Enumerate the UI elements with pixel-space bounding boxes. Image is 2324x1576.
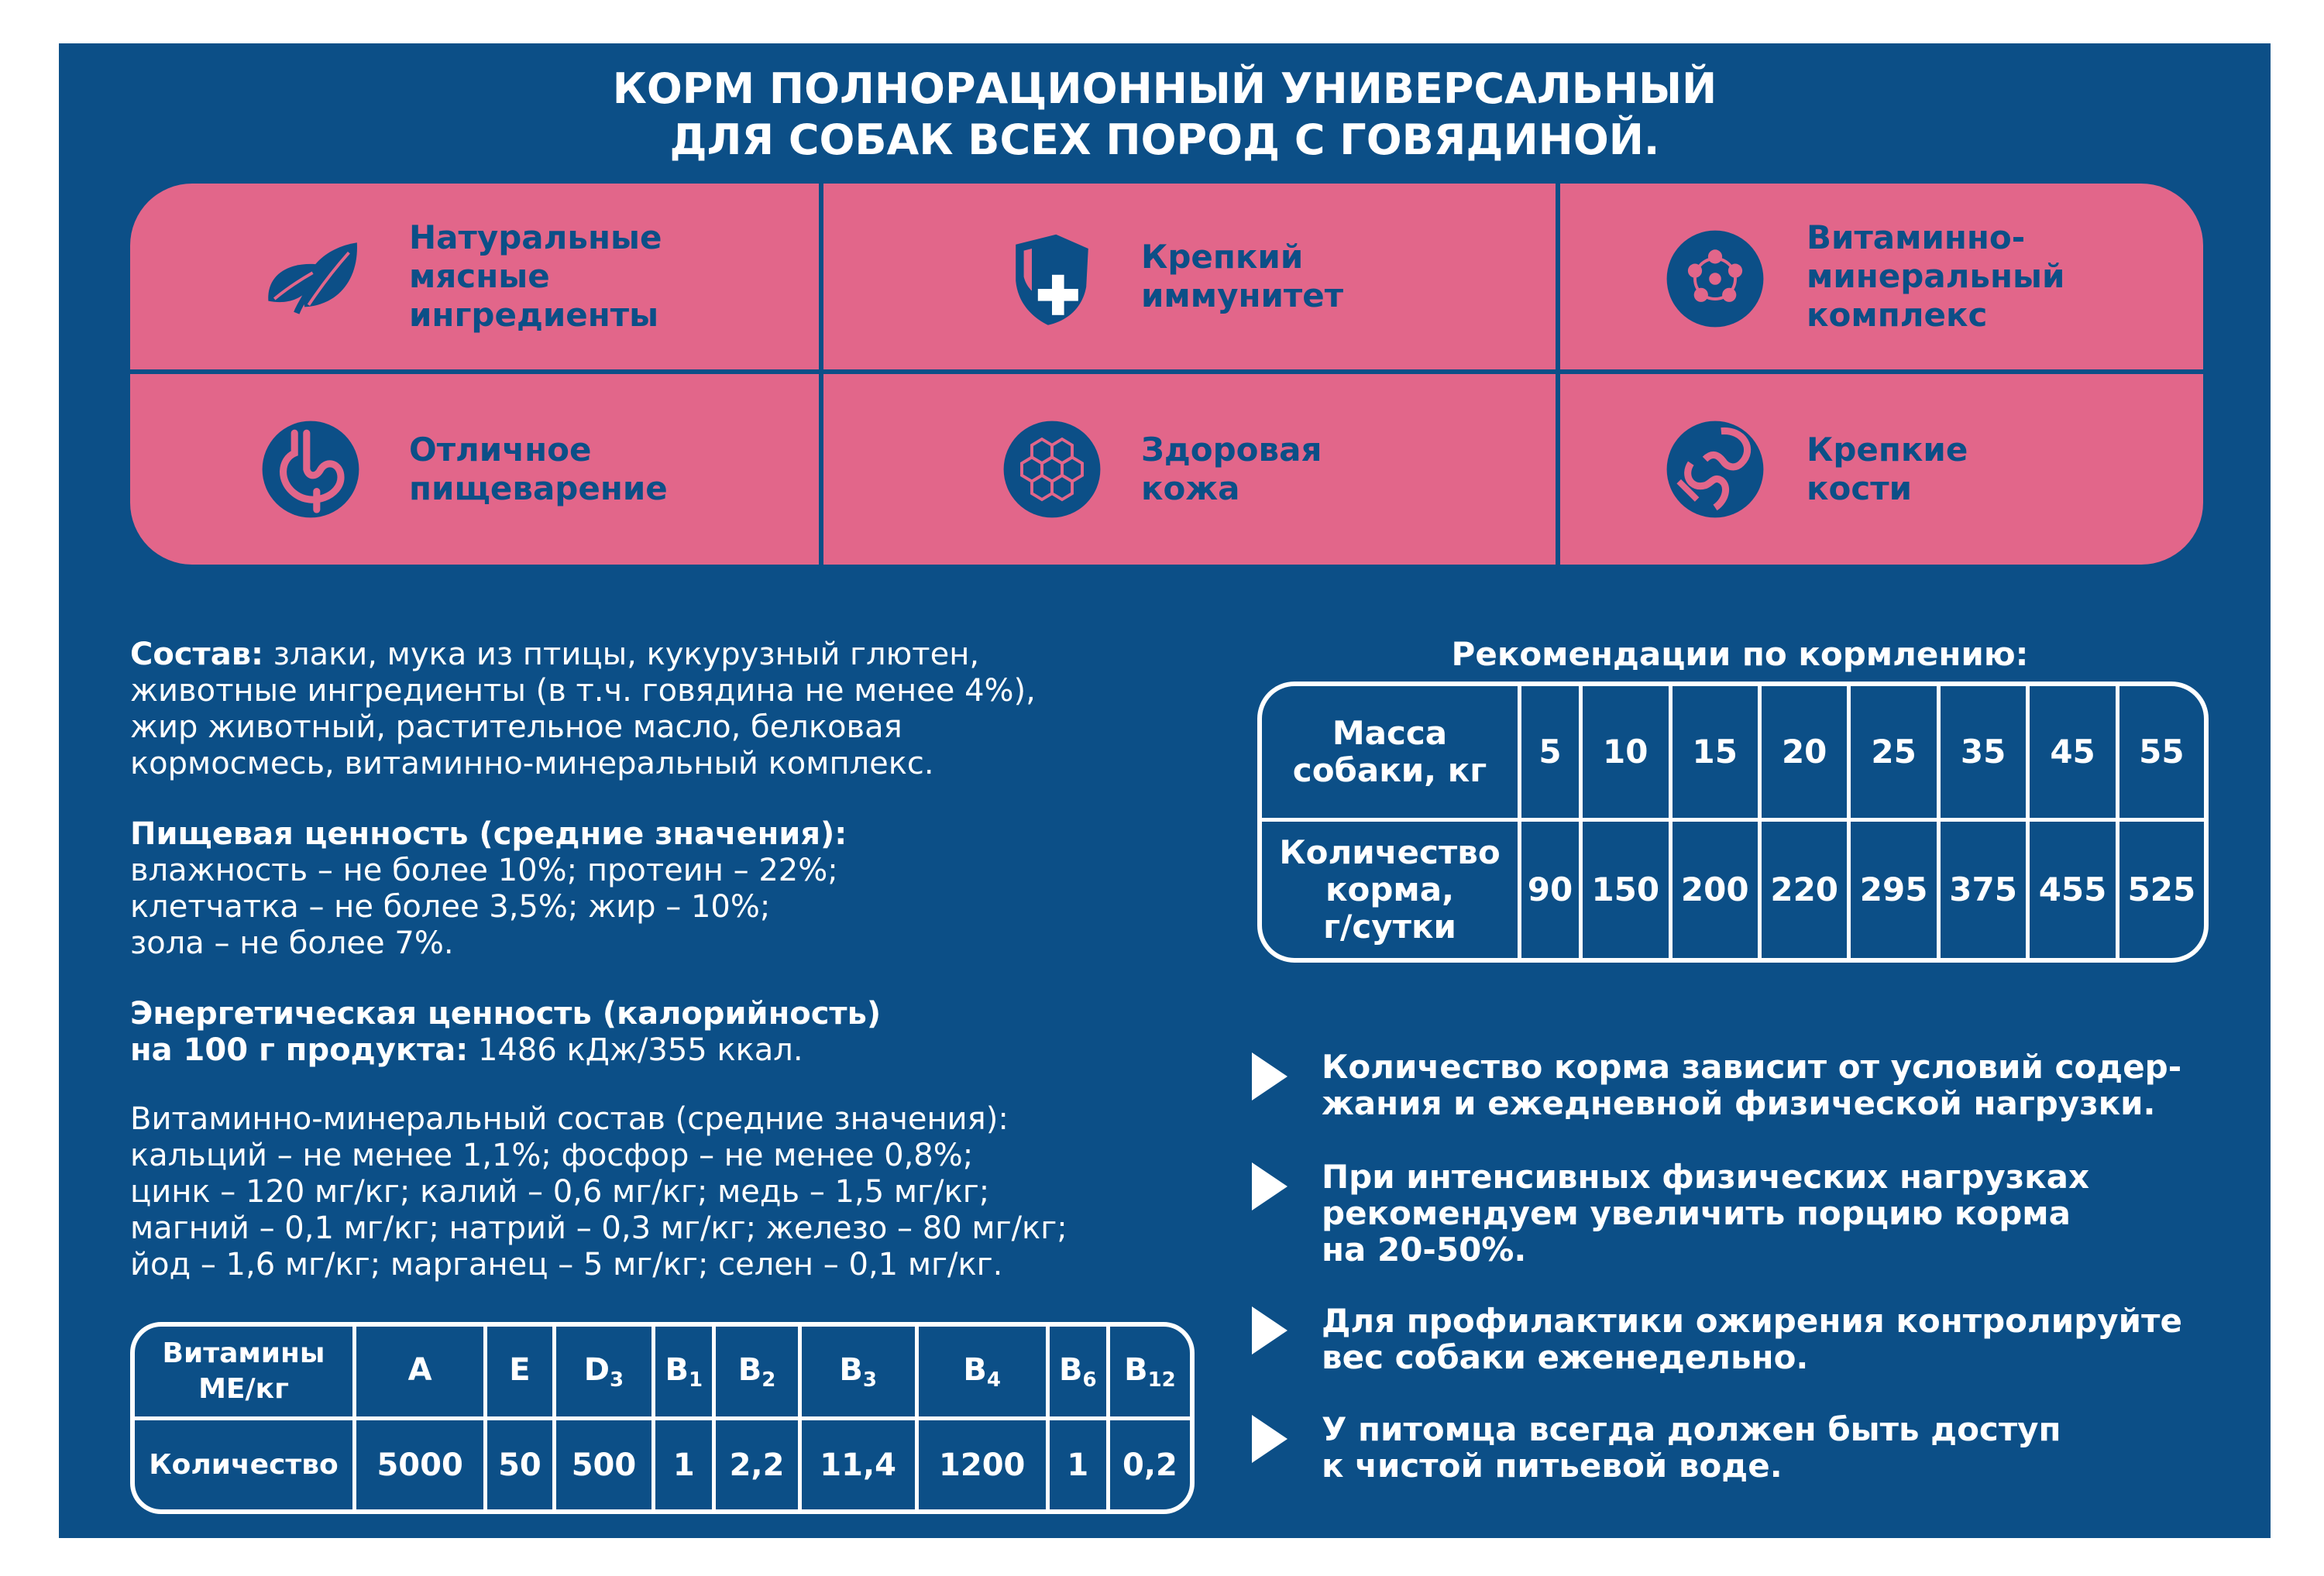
vitamin-name: $B_2$ bbox=[716, 1327, 801, 1420]
vitamin-name: $D_3$ bbox=[556, 1327, 656, 1420]
amount-cell: 455 bbox=[2030, 822, 2119, 958]
amount-cell: 200 bbox=[1673, 822, 1762, 958]
title-line-2: ДЛЯ СОБАК ВСЕХ ПОРОД С ГОВЯДИНОЙ. bbox=[669, 115, 1660, 164]
vitamin-value: 2,2 bbox=[716, 1420, 801, 1509]
stomach-icon bbox=[260, 419, 361, 520]
triangle-bullet-icon bbox=[1252, 1052, 1287, 1100]
amount-header: Количество корма, г/сутки bbox=[1262, 822, 1521, 958]
weight-cell: 15 bbox=[1673, 686, 1762, 822]
composition-text: жир животный, растительное масло, белковая bbox=[130, 709, 902, 745]
vitamin-names-row bbox=[135, 1327, 1190, 1420]
minerals-text: Витаминно-минеральный состав (средние значения): bbox=[130, 1101, 1009, 1137]
nutrition-text: клетчатка – не более 3,5%; жир – 10%; bbox=[130, 889, 771, 925]
minerals-text: кальций – не менее 1,1%; фосфор – не менее 0,8%; bbox=[130, 1138, 974, 1173]
benefit-natural-ingredients bbox=[130, 184, 823, 374]
benefit-label: Отличное пищеварение bbox=[409, 431, 668, 507]
weight-row bbox=[1262, 686, 2204, 822]
product-title bbox=[59, 64, 2271, 166]
vitamin-name: $B_1$ bbox=[655, 1327, 716, 1420]
nutrition-text: зола – не более 7%. bbox=[130, 925, 454, 961]
leaves-icon bbox=[260, 228, 361, 329]
nutrition-text: влажность – не более 10%; протеин – 22%; bbox=[130, 853, 838, 888]
shield-cross-icon bbox=[1002, 228, 1102, 329]
amount-cell: 150 bbox=[1583, 822, 1672, 958]
benefit-vitamin-complex bbox=[1560, 184, 2203, 374]
vitamin-name: A bbox=[356, 1327, 487, 1420]
vitamin-name: E bbox=[487, 1327, 555, 1420]
joint-icon bbox=[1665, 419, 1765, 520]
weight-cell: 25 bbox=[1851, 686, 1940, 822]
benefit-label: Крепкий иммунитет bbox=[1141, 238, 1344, 314]
composition-text: кормосмесь, витаминно-минеральный комплекс. bbox=[130, 746, 934, 781]
note-item: У питомца всегда должен быть доступ к чистой питьевой воде. bbox=[1322, 1411, 2061, 1484]
amount-row bbox=[1262, 822, 2204, 958]
note-item: При интенсивных физических нагрузках рекомендуем увеличить порцию корма на 20-50%. bbox=[1322, 1159, 2089, 1268]
benefit-label: Крепкие кости bbox=[1807, 431, 1968, 507]
benefit-label: Витаминно- минеральный комплекс bbox=[1807, 218, 2065, 334]
nutrition-label: Пищевая ценность (средние значения): bbox=[130, 816, 847, 852]
amount-cell: 525 bbox=[2127, 870, 2196, 908]
weight-cell: 45 bbox=[2030, 686, 2119, 822]
vitamin-value: 500 bbox=[556, 1420, 656, 1509]
weight-cell: 55 bbox=[2119, 686, 2204, 822]
vitamin-value: 5000 bbox=[356, 1420, 487, 1509]
molecule-icon bbox=[1665, 228, 1765, 329]
composition-text: злаки, мука из птицы, кукурузный глютен, bbox=[263, 637, 980, 672]
vitamin-values-row bbox=[135, 1420, 1190, 1509]
label-panel bbox=[59, 43, 2271, 1538]
vitamin-name: $B_3$ bbox=[802, 1327, 919, 1420]
weight-header: Масса собаки, кг bbox=[1262, 686, 1521, 822]
honeycomb-icon bbox=[1002, 419, 1102, 520]
energy-label: на 100 г продукта: bbox=[130, 1032, 469, 1068]
vitamin-name: $B_6$ bbox=[1050, 1327, 1110, 1420]
benefit-label: Здоровая кожа bbox=[1141, 431, 1322, 507]
triangle-bullet-icon bbox=[1252, 1162, 1287, 1210]
amount-cell: 220 bbox=[1762, 822, 1851, 958]
minerals-text: магний – 0,1 мг/кг; натрий – 0,3 мг/кг; железо – 80 мг/кг; bbox=[130, 1210, 1067, 1246]
vitamin-name: $B_4$ bbox=[919, 1327, 1050, 1420]
benefits-grid bbox=[130, 184, 2203, 565]
benefit-immunity bbox=[823, 184, 1560, 374]
quantity-header: Количество bbox=[135, 1420, 356, 1509]
note-item: Для профилактики ожирения контролируйте вес собаки еженедельно. bbox=[1322, 1303, 2182, 1375]
amount-cell: 295 bbox=[1851, 822, 1940, 958]
weight-cell: 5 bbox=[1521, 686, 1583, 822]
weight-cell: 35 bbox=[1941, 686, 2030, 822]
triangle-bullet-icon bbox=[1252, 1415, 1287, 1463]
benefit-strong-bones bbox=[1560, 374, 2203, 565]
vitamin-value: 1 bbox=[1050, 1420, 1110, 1509]
vitamin-name: $B_{12}$ bbox=[1110, 1327, 1190, 1420]
vitamin-value: 1 bbox=[655, 1420, 716, 1509]
nutrition-block bbox=[130, 816, 847, 962]
energy-value: 1486 кДж/355 ккал. bbox=[468, 1032, 803, 1068]
minerals-text: цинк – 120 мг/кг; калий – 0,6 мг/кг; медь – 1,5 мг/кг; bbox=[130, 1174, 990, 1210]
benefit-digestion bbox=[130, 374, 823, 565]
title-line-1: КОРМ ПОЛНОРАЦИОННЫЙ УНИВЕРСАЛЬНЫЙ bbox=[612, 64, 1717, 113]
benefit-label: Натуральные мясные ингредиенты bbox=[409, 218, 662, 334]
triangle-bullet-icon bbox=[1252, 1306, 1287, 1355]
minerals-block bbox=[130, 1101, 1067, 1283]
composition-block bbox=[130, 637, 1036, 782]
minerals-text: йод – 1,6 мг/кг; марганец – 5 мг/кг; селен – 0,1 мг/кг. bbox=[130, 1247, 1003, 1282]
vitamin-value: 1200 bbox=[919, 1420, 1050, 1509]
composition-label: Состав: bbox=[130, 637, 264, 672]
benefit-healthy-skin bbox=[823, 374, 1560, 565]
weight-cell: 10 bbox=[1583, 686, 1672, 822]
composition-text: животные ингредиенты (в т.ч. говядина не менее 4%), bbox=[130, 673, 1036, 709]
energy-label: Энергетическая ценность (калорийность) bbox=[130, 996, 882, 1032]
feeding-title: Рекомендации по кормлению: bbox=[1451, 635, 2029, 673]
vitamin-value: 0,2 bbox=[1122, 1447, 1177, 1483]
feeding-table bbox=[1257, 682, 2209, 963]
vitamins-table bbox=[130, 1322, 1195, 1514]
note-item: Количество корма зависит от условий содер- жания и ежедневной физической нагрузки. bbox=[1322, 1049, 2181, 1121]
vitamin-value: 50 bbox=[487, 1420, 555, 1509]
energy-block bbox=[130, 996, 881, 1069]
weight-cell: 20 bbox=[1762, 686, 1851, 822]
amount-cell: 375 bbox=[1941, 822, 2030, 958]
amount-cell: 90 bbox=[1521, 822, 1583, 958]
vitamin-value: 11,4 bbox=[802, 1420, 919, 1509]
vitamins-header: Витамины МЕ/кг bbox=[135, 1327, 356, 1420]
